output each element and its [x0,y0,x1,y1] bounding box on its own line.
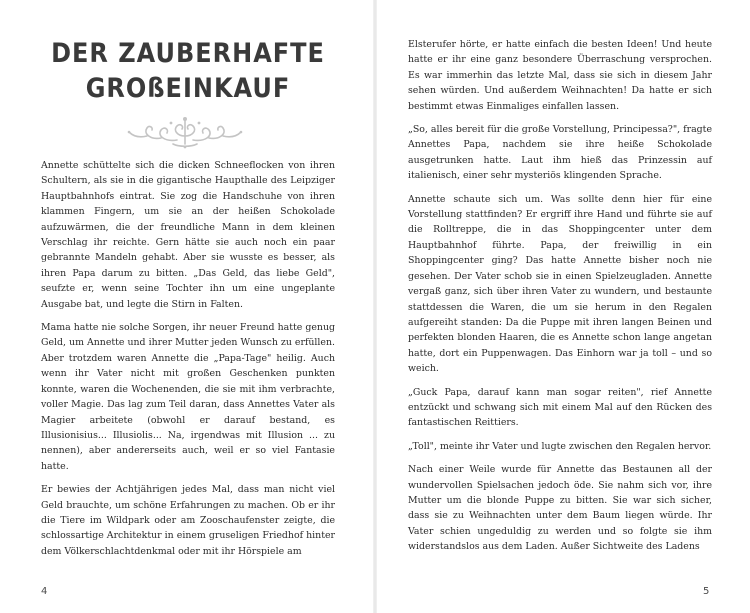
right-page-body [408,37,712,563]
floral-flourish-icon [125,114,245,150]
chapter-title [41,36,335,105]
chapter-title-line-1: DER ZAUBERHAFTE [51,37,325,69]
paragraph: Mama hatte nie solche Sorgen, ihr neuer Freund hatte genug Geld, um Annette und ihrer Mutter jeden Wunsch zu erfüllen. Aber trotzdem waren Annette die „Papa-Tage" heilig. Auch wenn ihr Vater nicht mit großen Geschenken punkten konnte, waren die Wochenenden, die sie mit ihm verbrachte, voller Magie. Das lag zum Teil daran, dass Annettes Vater als Magier arbeitete (obwohl er darauf bestand, es Illusionisius... Illusiolis... Na, irgendwas mit Illusion ... zu nennen), aber andererseits auch, weil er so viel Fantasie hatte. [41,322,335,472]
chapter-title-block [41,37,335,104]
paragraph: Er bewies der Achtjährigen jedes Mal, dass man nicht viel Geld brauchte, um schöne Erfahrungen zu machen. Ob er ihr die Tiere im Wildpark oder am Zooschaufenster zeigte, die schlossartige Architektur in einem gruseligen Friedhof hinter dem Völkerschlachtdenkmal oder mit ihr Hörspiele am [41,484,335,557]
paragraph: „Toll", meinte ihr Vater und lugte zwischen den Regalen hervor. [408,440,712,452]
paragraph: Elsterufer hörte, er hatte einfach die besten Ideen! Und heute hatte er ihr eine ganz besondere Überraschung versprochen. Es war immerhin das letzte Mal, dass sie sich in diesem Jahr sehen würden. Und außerdem Weihnachten! Da hatte er sich bestimmt etwas Einmaliges einfallen lassen. [408,39,712,112]
paragraph: Annette schaute sich um. Was sollte denn hier für eine Vorstellung stattfinden? Er ergriff ihre Hand und führte sie auf die Rolltreppe, die in das Shoppingcenter unter dem Hauptbahnhof führte. Papa, der freiwillig in ein Shoppingcenter ging? Das hatte Annette bisher noch nie gesehen. Der Vater schob sie in einen Spielzeugladen. Annette vergaß ganz, sich über ihren Vater zu wundern, und bestaunte stattdessen die Waren, die um sie herum in den Regalen aufgereiht standen: Da die Puppe mit ihren langen Beinen und perfekten blonden Haaren, die es Annette schon lange angetan hatte, dort ein Puppenwagen. Das Einhorn war ja toll – und so weich. [408,193,712,375]
paragraph: Annette schüttelte sich die dicken Schneeflocken von ihren Schultern, als sie in die gigantische Haupthalle des Leipziger Hauptbahnhofs eintrat. Sie zog die Handschuhe von ihren klammen Fingern, um sie an der heißen Schokolade aufzuwärmen, die der freundliche Mann in dem kleinen Verschlag ihr reichte. Gern hätte sie auch noch ein paar gebrannte Mandeln gehabt. Aber sie wusste es besser, als ihren Papa darum zu bitten. „Das Geld, das liebe Geld", seufzte er, wenn seine Tochter ihn um eine ungeplante Ausgabe bat, und legte die Stirn in Falten. [41,160,335,310]
paragraph: „Guck Papa, darauf kann man sogar reiten", rief Annette entzückt und schwang sich mit einem Mal auf den Rücken des fantastischen Reittiers. [408,386,712,429]
chapter-title-line-2: GROßEINKAUF [85,72,291,104]
book-gutter [373,0,377,613]
paragraph: „So, alles bereit für die große Vorstellung, Principessa?", fragte Annettes Papa, nachdem sie ihre heiße Schokolade ausgetrunken hatte. Laut ihm hieß das Prinzessin auf italienisch, einer sehr mysteriös klingenden Sprache. [408,124,712,182]
page-number-right: 5 [703,586,710,597]
paragraph: Nach einer Weile wurde für Annette das Bestaunen all der wundervollen Spielsachen jedoch öde. Sie nahm sich vor, ihre Mutter um die blonde Puppe zu bitten. Sie war sich sicher, dass sie zu Weihnachten unter dem Baum liegen würde. Ihr Vater schien ungeduldig zu werden und so folgte sie ihm widerstandslos aus dem Laden. Außer Sichtweite des Ladens [408,464,712,553]
page-number-left: 4 [41,586,48,597]
left-page-body [41,158,335,567]
